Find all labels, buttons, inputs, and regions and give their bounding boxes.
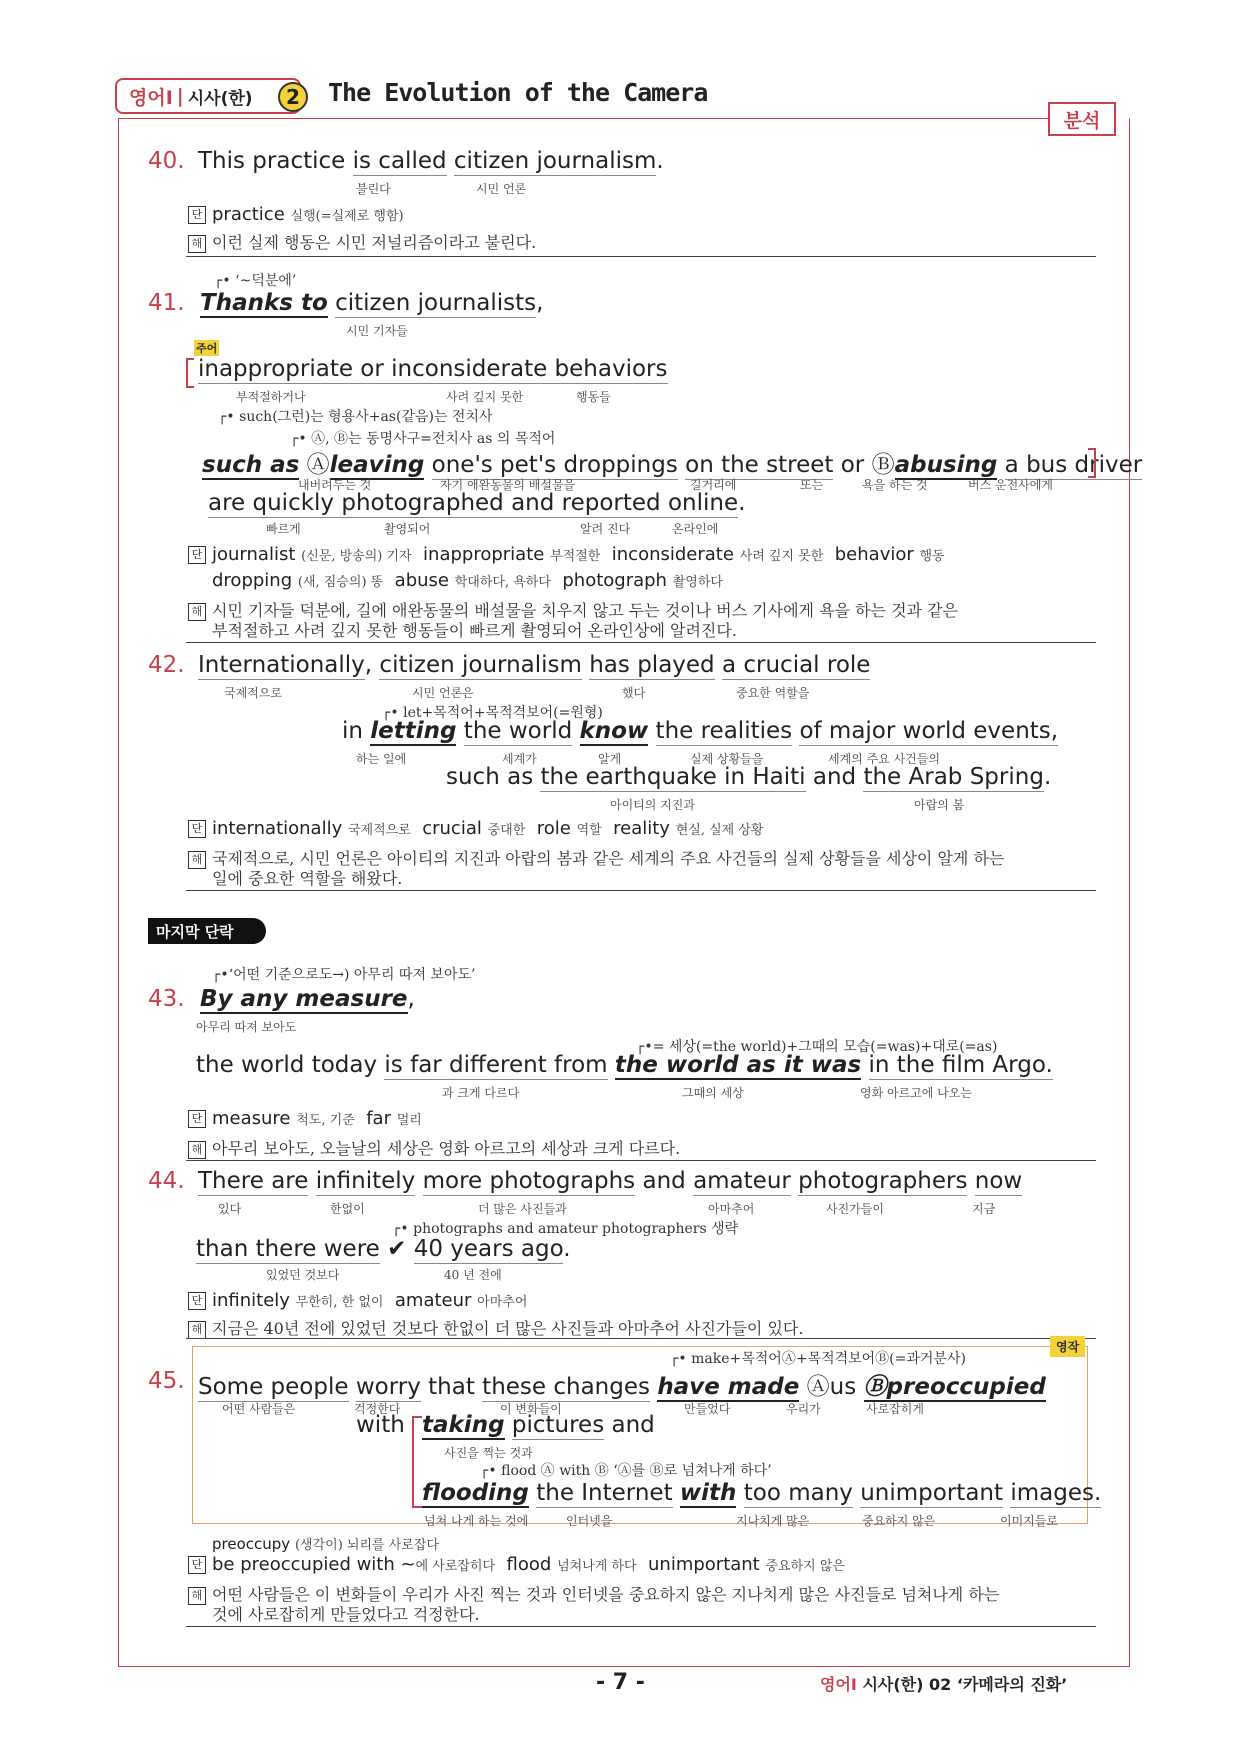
gloss-41-cj: 시민 기자들 bbox=[346, 324, 408, 338]
sentence-42-line3: such as the earthquake in Haiti and the Arab Spring. bbox=[446, 764, 1052, 790]
gloss-43-2: 과 크게 다르다 bbox=[442, 1086, 520, 1100]
s41-cj: citizen journalists bbox=[335, 290, 537, 316]
lesson-number: 2 bbox=[278, 82, 308, 112]
translation-45: 해 어떤 사람들은 이 변화들이 우리가 사진 찍는 것과 인터넷을 중요하지 않은 지나치게 많은 사진들로 넘쳐나게 하는 bbox=[188, 1582, 999, 1605]
gloss-44-2: 한없이 bbox=[330, 1202, 365, 1216]
page-title: The Evolution of the Camera bbox=[328, 78, 708, 107]
gloss-42-world: 세계가 bbox=[502, 752, 537, 766]
gloss-45-internet: 인터넷을 bbox=[566, 1514, 613, 1528]
vocab-mark-40: 단 bbox=[188, 206, 206, 224]
gloss-40-journalism: 시민 언론 bbox=[476, 182, 527, 196]
gloss-42-4: 중요한 역할을 bbox=[736, 686, 810, 700]
gloss-45-images: 이미지들로 bbox=[1000, 1514, 1058, 1528]
gloss-42-in: 하는 일에 bbox=[356, 752, 407, 766]
bracket-left bbox=[186, 358, 194, 388]
sentence-44-line1: There are infinitely more photographs and amateur photographers now bbox=[198, 1168, 1023, 1194]
s41-thanks: Thanks to bbox=[200, 290, 328, 316]
gloss-41-photo: 촬영되어 bbox=[384, 522, 431, 536]
gloss-45-2: 걱정한다 bbox=[354, 1402, 401, 1416]
vocab-42: 단 internationally 국제적으로 crucial 중대한 role 역할 reality 현실, 실제 상황 bbox=[188, 818, 763, 839]
gloss-42-3: 했다 bbox=[622, 686, 646, 700]
s41-street: on the street bbox=[685, 452, 834, 478]
s41-driver: a bus driver bbox=[1004, 452, 1143, 478]
s41-abusing: abusing bbox=[894, 452, 998, 478]
gloss-41-online: 온라인에 bbox=[672, 522, 719, 536]
bracket-right bbox=[1088, 448, 1096, 478]
sentence-42-line2: in letting the world know the realities of major world events, bbox=[342, 718, 1059, 744]
gloss-42-1: 국제적으로 bbox=[224, 686, 282, 700]
header-subject: 영어Ⅰ bbox=[129, 86, 173, 109]
gloss-42-of: 세계의 주요 사건들의 bbox=[828, 752, 940, 766]
rule-41 bbox=[186, 642, 1096, 643]
gloss-44-than: 있었던 것보다 bbox=[266, 1268, 340, 1282]
gloss-41-beh: 행동들 bbox=[576, 390, 611, 404]
gloss-45-taking: 사진을 찍는 것과 bbox=[444, 1446, 533, 1460]
header-textbook: 시사(한) bbox=[187, 88, 253, 109]
page-number: - 7 - bbox=[596, 1670, 645, 1695]
translation-41: 해 시민 기자들 덕분에, 길에 애완동물의 배설물을 치우지 않고 두는 것이나 버스 기사에게 욕을 하는 것과 같은 bbox=[188, 598, 958, 621]
gloss-44-6: 사진가들이 bbox=[826, 1202, 884, 1216]
gloss-41-pet: 자기 애완동물의 배설물을 bbox=[440, 478, 576, 492]
translation-44: 해 지금은 40년 전에 있었던 것보다 한없이 더 많은 사진들과 아마추어 사진가들이 있다. bbox=[188, 1316, 803, 1339]
gloss-44-5: 아마추어 bbox=[708, 1202, 755, 1216]
sentence-45-with: with bbox=[356, 1412, 405, 1438]
gloss-45-5: 만들었다 bbox=[684, 1402, 731, 1416]
gloss-45-4: 이 변화들이 bbox=[500, 1402, 562, 1416]
sentence-41-line2 bbox=[198, 356, 668, 382]
sentence-number-44: 44. bbox=[148, 1168, 185, 1194]
gloss-41-rep: 알려 진다 bbox=[580, 522, 631, 536]
gloss-44-1: 있다 bbox=[218, 1202, 242, 1216]
brace-45 bbox=[412, 1416, 422, 1508]
sentence-40 bbox=[198, 148, 664, 174]
sentence-number-41: 41. bbox=[148, 290, 185, 316]
translation-43: 해 아무리 보아도, 오늘날의 세상은 영화 아르고의 세상과 크게 다르다. bbox=[188, 1136, 680, 1159]
gloss-41-street: 길거리에 bbox=[690, 478, 737, 492]
gloss-41-leaving: 내버려두는 것 bbox=[298, 478, 372, 492]
gloss-45-flooding: 넘쳐 나게 하는 것에 bbox=[424, 1514, 529, 1528]
analysis-tag: 분석 bbox=[1048, 102, 1116, 136]
page-frame-top bbox=[118, 118, 1048, 119]
vocab-40: 단 practice 실행(=실제로 행함) bbox=[188, 204, 404, 225]
sentence-41-line3: such as Ⓐleaving one's pet's droppings on the street or Ⓑabusing a bus driver bbox=[202, 452, 1143, 478]
sentence-44-line2: than there were ✔ 40 years ago. bbox=[196, 1236, 571, 1262]
translation-45-line2: 것에 사로잡히게 만들었다고 걱정한다. bbox=[212, 1605, 480, 1624]
note-43-world: ┌•= 세상(=the world)+그때의 모습(=was)+대로(=as) bbox=[636, 1039, 998, 1055]
gloss-45-7: 사로잡히게 bbox=[866, 1402, 924, 1416]
gloss-44-ago: 40 년 전에 bbox=[444, 1268, 502, 1282]
subject-label: 주어 bbox=[196, 342, 218, 355]
note-45-flood: ┌• flood Ⓐ with Ⓑ ‘Ⓐ를 Ⓑ로 넘쳐나게 하다’ bbox=[480, 1463, 772, 1479]
header-separator: | bbox=[176, 85, 184, 107]
vocab-43: 단 measure 척도, 기준 far 멀리 bbox=[188, 1108, 422, 1129]
s41-inap: inappropriate or inconsiderate behaviors bbox=[198, 356, 668, 382]
gloss-41-quick: 빠르게 bbox=[266, 522, 301, 536]
sentence-41-line4: are quickly photographed and reported online. bbox=[208, 490, 746, 516]
vocab-44: 단 infinitely 무한히, 한 없이 amateur 아마추어 bbox=[188, 1290, 527, 1311]
translation-42: 해 국제적으로, 시민 언론은 아이티의 지진과 아랍의 봄과 같은 세계의 주요 사건들의 실제 상황들을 세상이 알게 하는 bbox=[188, 846, 1004, 869]
gloss-41-inap: 부적절하거나 bbox=[236, 390, 306, 404]
vocab-45-preoccupy: preoccupy (생각이) 뇌리를 사로잡다 bbox=[212, 1535, 439, 1553]
sentence-number-43: 43. bbox=[148, 986, 185, 1012]
note-41-such: ┌• such(그런)는 형용사+as(같음)는 전치사 bbox=[218, 409, 493, 425]
rule-45 bbox=[186, 1626, 1096, 1627]
note-41-thanks: ┌• ‘~덕분에’ bbox=[214, 273, 297, 289]
s41-pet: one's pet's droppings bbox=[431, 452, 678, 478]
gloss-45-1: 어떤 사람들은 bbox=[222, 1402, 296, 1416]
header-tab bbox=[115, 78, 301, 114]
vocab-45: 단 be preoccupied with ~에 사로잡히다 flood 넘쳐나게 하다 unimportant 중요하지 않은 bbox=[188, 1554, 845, 1575]
section-label: 마지막 단락 bbox=[148, 918, 266, 944]
gloss-41-or: 또는 bbox=[800, 478, 824, 492]
sentence-45-line3: flooding the Internet with too many unimportant images. bbox=[422, 1480, 1102, 1506]
translation-41-line2: 부적절하고 사려 깊지 못한 행동들이 빠르게 촬영되어 온라인상에 알려진다. bbox=[212, 621, 737, 640]
sentence-number-40: 40. bbox=[148, 148, 185, 174]
gloss-43-4: 영화 아르고에 나오는 bbox=[860, 1086, 972, 1100]
note-41-ab: ┌• Ⓐ, Ⓑ는 동명사구=전치사 as 의 목적어 bbox=[290, 431, 556, 447]
gloss-45-many: 지나치게 많은 bbox=[736, 1514, 810, 1528]
sentence-45-line2: taking pictures and bbox=[422, 1412, 655, 1438]
vocab-41-line1: 단 journalist (신문, 방송의) 기자 inappropriate 부적절한 inconsiderate 사려 깊지 못한 behavior 행동 bbox=[188, 544, 945, 565]
gloss-42-2: 시민 언론은 bbox=[412, 686, 474, 700]
s40-w4: . bbox=[656, 148, 664, 174]
sentence-43-line2: the world today is far different from the world as it was in the film Argo. bbox=[196, 1052, 1053, 1078]
s41-suchas: such as bbox=[202, 452, 300, 478]
footer-title: 영어Ⅰ 시사(한) 02 ‘카메라의 진화’ bbox=[820, 1675, 1068, 1694]
gloss-42-real: 실제 상황들을 bbox=[690, 752, 764, 766]
s40-w2: is called bbox=[352, 148, 447, 174]
sentence-45-line1: Some people worry that these changes have made Ⓐus Ⓑpreoccupied bbox=[198, 1374, 1046, 1400]
sentence-number-42: 42. bbox=[148, 652, 185, 678]
gloss-42-know: 알게 bbox=[598, 752, 622, 766]
trans-mark-40: 해 bbox=[188, 235, 206, 253]
note-44-omit: ┌• photographs and amateur photographers 생략 bbox=[392, 1221, 739, 1237]
translation-40: 해 이런 실제 행동은 시민 저널리즘이라고 불린다. bbox=[188, 230, 536, 253]
gloss-42-haiti: 아이티의 지진과 bbox=[610, 798, 695, 812]
rule-42 bbox=[186, 890, 1096, 891]
s40-w3: citizen journalism bbox=[453, 148, 657, 174]
gloss-44-7: 지금 bbox=[972, 1202, 996, 1216]
gloss-43-3: 그때의 세상 bbox=[682, 1086, 744, 1100]
gloss-42-arab: 아랍의 봄 bbox=[914, 798, 965, 812]
note-42-let: ┌• let+목적어+목적격보어(=원형) bbox=[382, 705, 603, 721]
sentence-43-line1: By any measure, bbox=[200, 986, 415, 1012]
sentence-41-line1: Thanks to citizen journalists, bbox=[200, 290, 544, 316]
gloss-43-by: 아무리 따져 보아도 bbox=[196, 1020, 297, 1034]
gloss-45-unimp: 중요하지 않은 bbox=[862, 1514, 936, 1528]
vocab-41-line2: dropping (새, 짐승의) 똥 abuse 학대하다, 욕하다 photograph 촬영하다 bbox=[212, 570, 723, 591]
gloss-41-driver: 버스 운전사에게 bbox=[968, 478, 1053, 492]
gloss-41-abusing: 욕을 하는 것 bbox=[862, 478, 928, 492]
s41-are: are quickly photographed and reported online bbox=[208, 490, 739, 516]
s41-leaving: leaving bbox=[329, 452, 425, 478]
gloss-40-called: 불린다 bbox=[356, 182, 391, 196]
sentence-42-line1: Internationally, citizen journalism has played a crucial role bbox=[198, 652, 871, 678]
gloss-45-6: 우리가 bbox=[786, 1402, 821, 1416]
note-43-by: ┌•‘어떤 기준으로도→) 아무리 따져 보아도’ bbox=[212, 967, 476, 983]
translation-42-line2: 일에 중요한 역할을 해왔다. bbox=[212, 869, 403, 888]
composition-tag: 영작 bbox=[1050, 1336, 1085, 1357]
s40-w1: This practice bbox=[198, 148, 346, 174]
gloss-41-incon: 사려 깊지 못한 bbox=[446, 390, 524, 404]
note-45-make: ┌• make+목적어Ⓐ+목적격보어Ⓑ(=과거분사) bbox=[670, 1351, 966, 1367]
rule-44 bbox=[186, 1338, 1096, 1339]
rule-40 bbox=[186, 256, 1096, 257]
rule-43 bbox=[186, 1160, 1096, 1161]
sentence-number-45: 45. bbox=[148, 1368, 185, 1394]
gloss-44-3: 더 많은 사진들과 bbox=[478, 1202, 567, 1216]
